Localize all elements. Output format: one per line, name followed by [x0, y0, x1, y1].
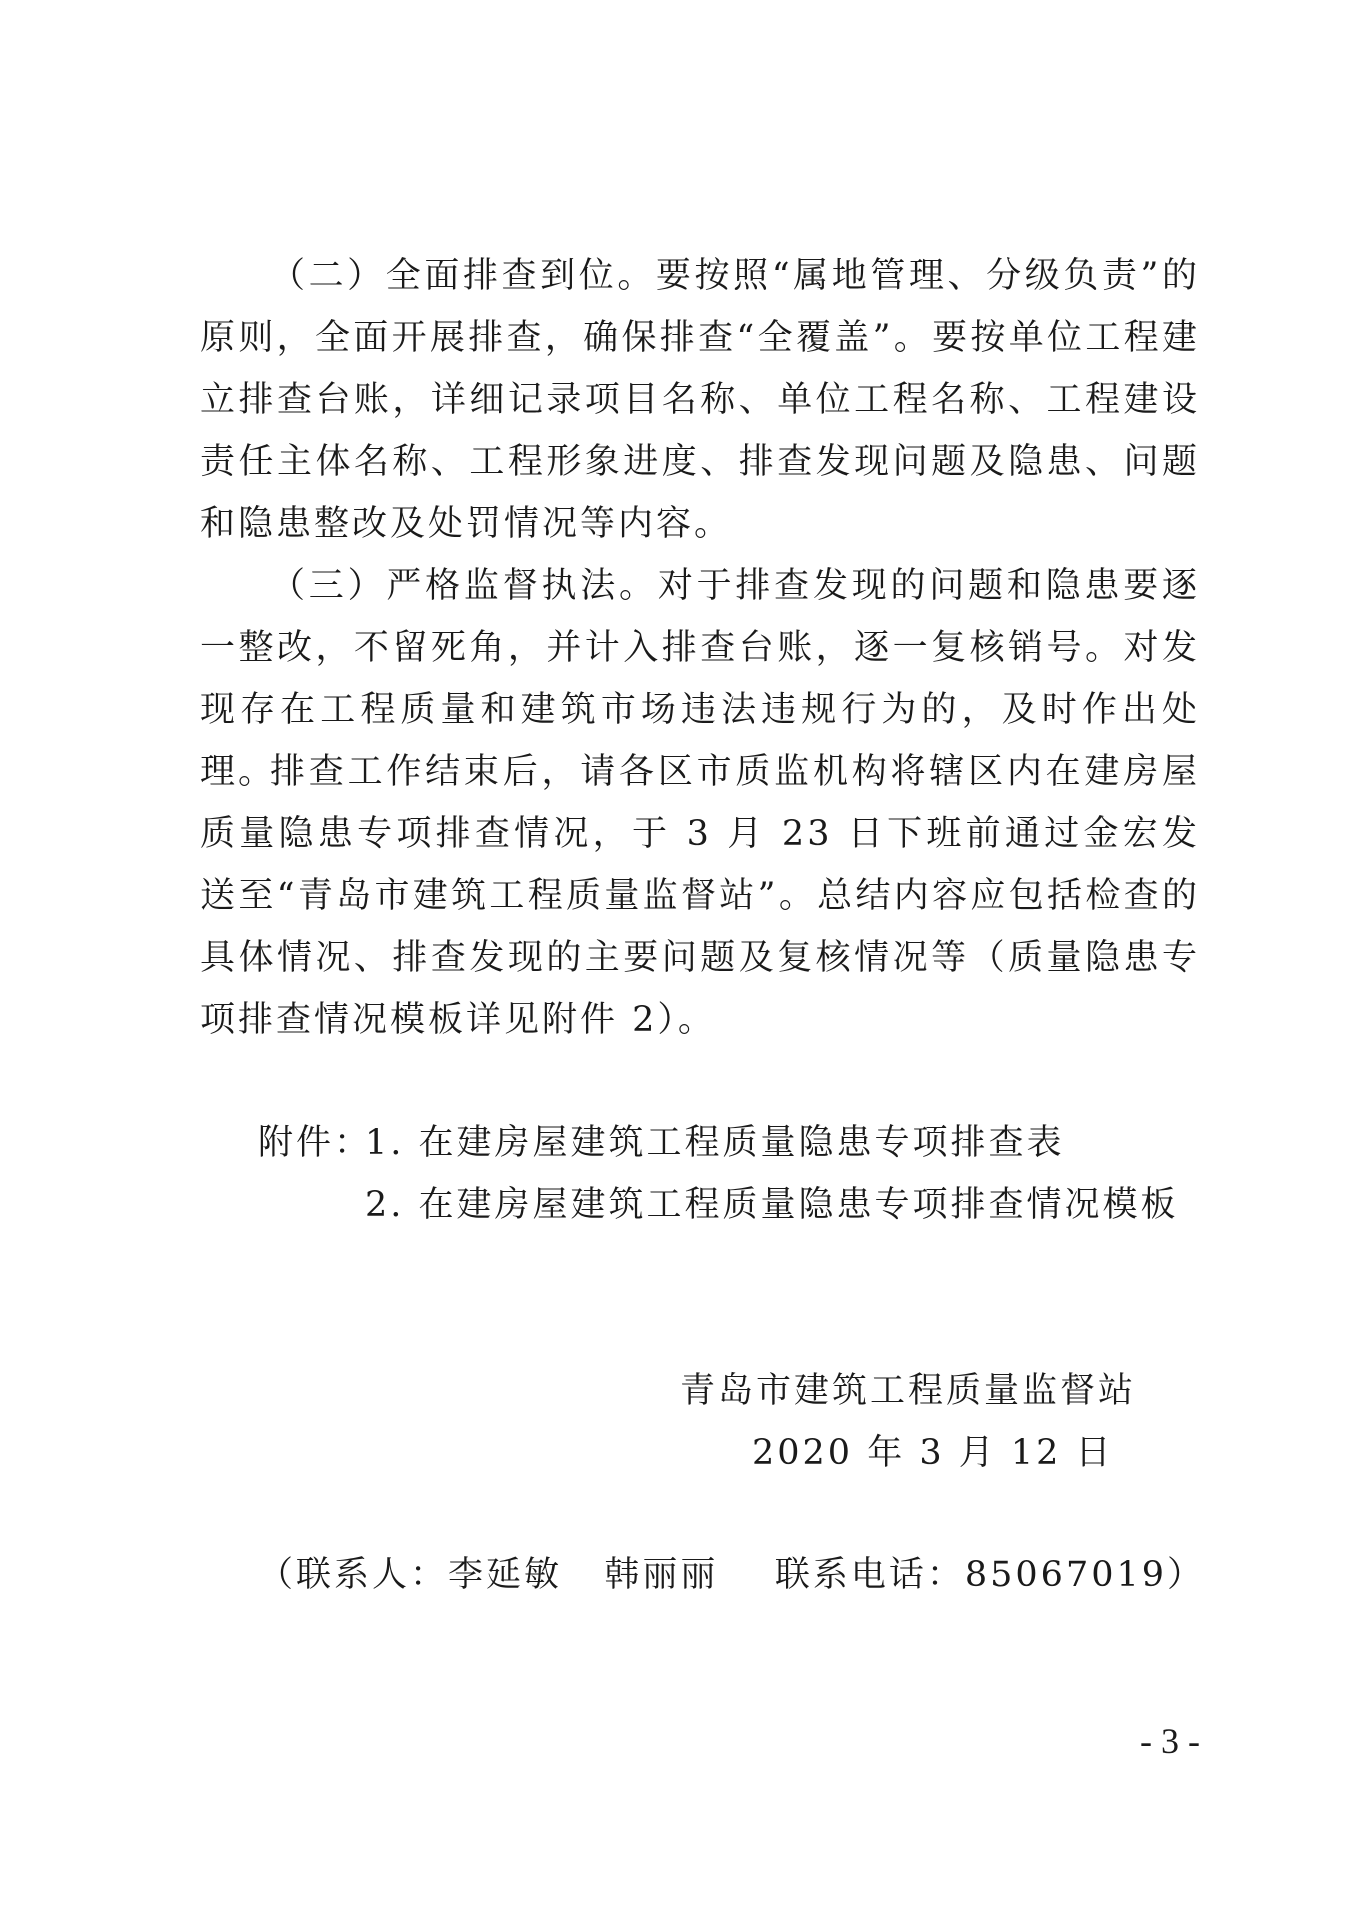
attachments-label: 附件：: [258, 1123, 373, 1163]
paragraph-comprehensive-inspection: （二）全面排查到位。要按照“属地管理、分级负责”的原则，全面开展排查，确保排查“全覆盖”。要按单位工程建立排查台账，详细记录项目名称、单位工程名称、工程建设责任主体名称、工程形象进度、排查发现问题及隐患、问题和隐患整改及处罚情况等内容。: [200, 256, 1200, 544]
signature-date: 2020 年 3 月 12 日: [752, 1433, 1114, 1473]
attachment-item-1: 1. 在建房屋建筑工程质量隐患专项排查表: [365, 1123, 1065, 1163]
paragraph-strict-supervision: （三）严格监督执法。对于排查发现的问题和隐患要逐一整改，不留死角，并计入排查台账，逐一复核销号。对发现存在工程质量和建筑市场违法违规行为的，及时作出处理。: [200, 566, 1200, 792]
signature-organization: 青岛市建筑工程质量监督站: [680, 1371, 1137, 1411]
paragraph-submission-instructions: 排查工作结束后，请各区市质监机构将辖区内在建房屋质量隐患专项排查情况，于 3 月 23 日下班前通过金宏发送至“青岛市建筑工程质量监督站”。总结内容应包括检查的具体情况、排查发现的主要问题及复核情况等（质量隐患专项排查情况模板详见附件 2）。: [200, 752, 1200, 1040]
attachment-item-2: 2. 在建房屋建筑工程质量隐患专项排查情况模板: [365, 1185, 1179, 1225]
page-number: - 3 -: [1140, 1721, 1200, 1761]
contact-info: （联系人：李延敏 韩丽丽 联系电话：85067019）: [258, 1555, 1206, 1595]
